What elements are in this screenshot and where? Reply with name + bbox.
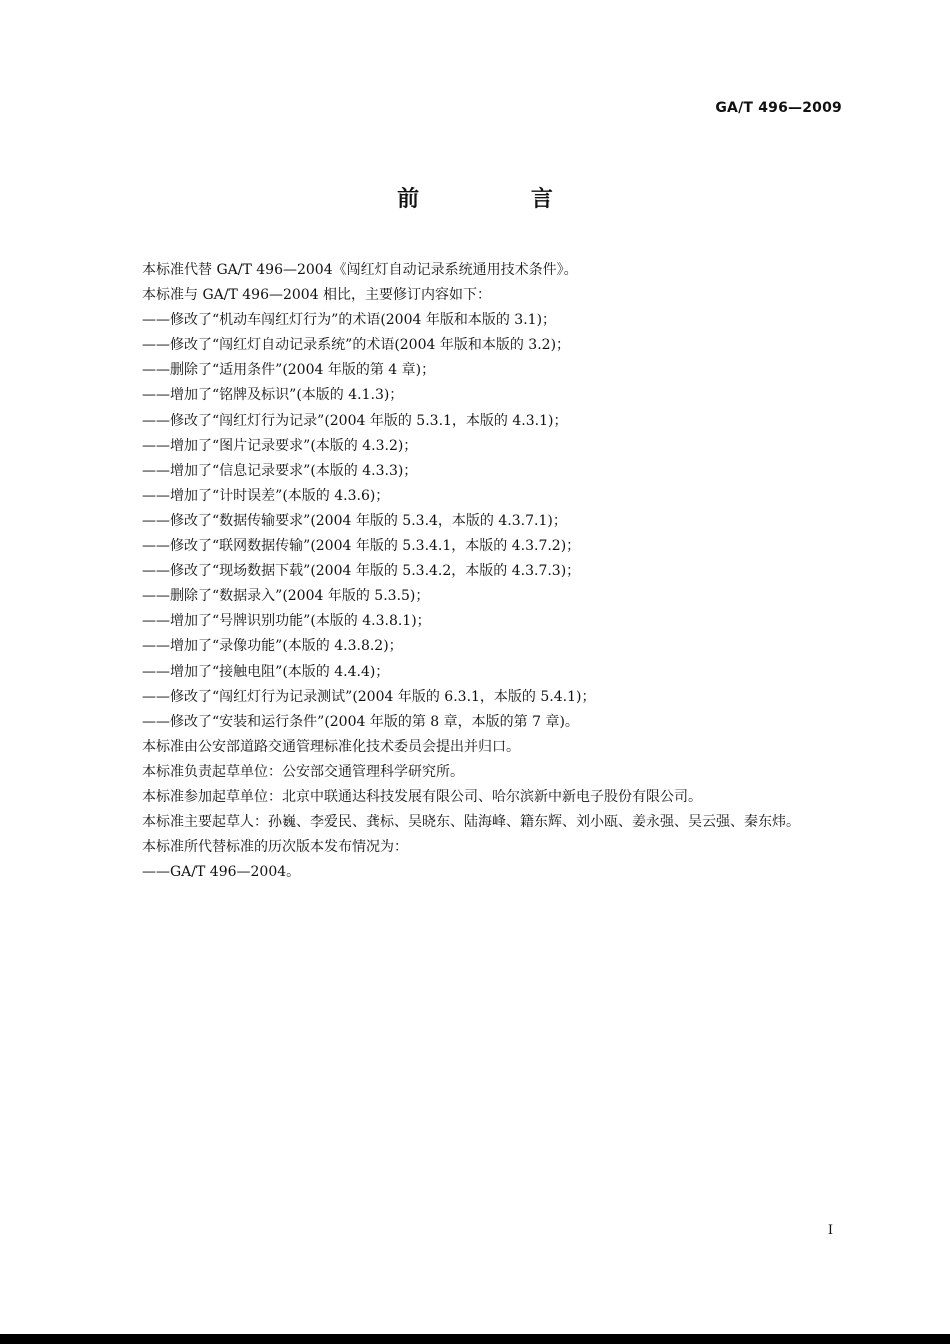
list-item: ——修改了“安装和运行条件”(2004 年版的第 8 章，本版的第 7 章)。 — [142, 713, 579, 730]
list-item: ——增加了“计时误差”(本版的 4.3.6)； — [142, 487, 390, 504]
list-item: ——修改了“联网数据传输”(2004 年版的 5.3.4.1，本版的 4.3.7.2)； — [142, 538, 581, 555]
paragraph-line: 本标准代替 GA/T 496—2004《闯红灯自动记录系统通用技术条件》。 — [142, 262, 578, 278]
list-item: ——修改了“闯红灯行为记录测试”(2004 年版的 6.3.1，本版的 5.4.1)； — [142, 688, 596, 705]
list-item: ——修改了“闯红灯自动记录系统”的术语(2004 年版和本版的 3.2)； — [142, 337, 571, 354]
paragraph-line: 本标准与 GA/T 496—2004 相比，主要修订内容如下： — [142, 287, 492, 304]
page-number: I — [827, 1223, 833, 1238]
paragraph-line: 本标准所代替标准的历次版本发布情况为： — [142, 839, 408, 856]
list-item: ——增加了“录像功能”(本版的 4.3.8.2)； — [142, 638, 403, 655]
page-title: 前 言 — [397, 187, 605, 212]
list-item: ——增加了“铭牌及标识”(本版的 4.1.3)； — [142, 387, 404, 404]
list-item: ——增加了“信息记录要求”(本版的 4.3.3)； — [142, 462, 418, 479]
paragraph-line: 本标准主要起草人：孙巍、李爱民、龚标、吴晓东、陆海峰、籍东辉、刘小瓯、姜永强、吴云强、秦东炜。 — [142, 814, 800, 831]
bottom-border — [0, 1334, 950, 1344]
foreword-body — [142, 258, 862, 885]
paragraph-line: 本标准由公安部道路交通管理标准化技术委员会提出并归口。 — [142, 738, 520, 755]
standard-code: GA/T 496—2009 — [715, 100, 842, 116]
list-item: ——删除了“适用条件”(2004 年版的第 4 章)； — [142, 362, 436, 379]
list-item: ——GA/T 496—2004。 — [142, 864, 301, 881]
list-item: ——修改了“数据传输要求”(2004 年版的 5.3.4，本版的 4.3.7.1)； — [142, 512, 567, 529]
paragraph-line: 本标准参加起草单位：北京中联通达科技发展有限公司、哈尔滨新中新电子股份有限公司。 — [142, 788, 702, 805]
list-item: ——修改了“现场数据下载”(2004 年版的 5.3.4.2，本版的 4.3.7.3)； — [142, 563, 581, 580]
paragraph-line: 本标准负责起草单位：公安部交通管理科学研究所。 — [142, 763, 464, 780]
list-item: ——增加了“接触电阻”(本版的 4.4.4)； — [142, 663, 390, 680]
list-item: ——增加了“号牌识别功能”(本版的 4.3.8.1)； — [142, 613, 431, 630]
list-item: ——修改了“闯红灯行为记录”(2004 年版的 5.3.1，本版的 4.3.1)； — [142, 412, 568, 429]
list-item: ——修改了“机动车闯红灯行为”的术语(2004 年版和本版的 3.1)； — [142, 312, 557, 329]
list-item: ——删除了“数据录入”(2004 年版的 5.3.5)； — [142, 588, 430, 605]
list-item: ——增加了“图片记录要求”(本版的 4.3.2)； — [142, 437, 418, 454]
